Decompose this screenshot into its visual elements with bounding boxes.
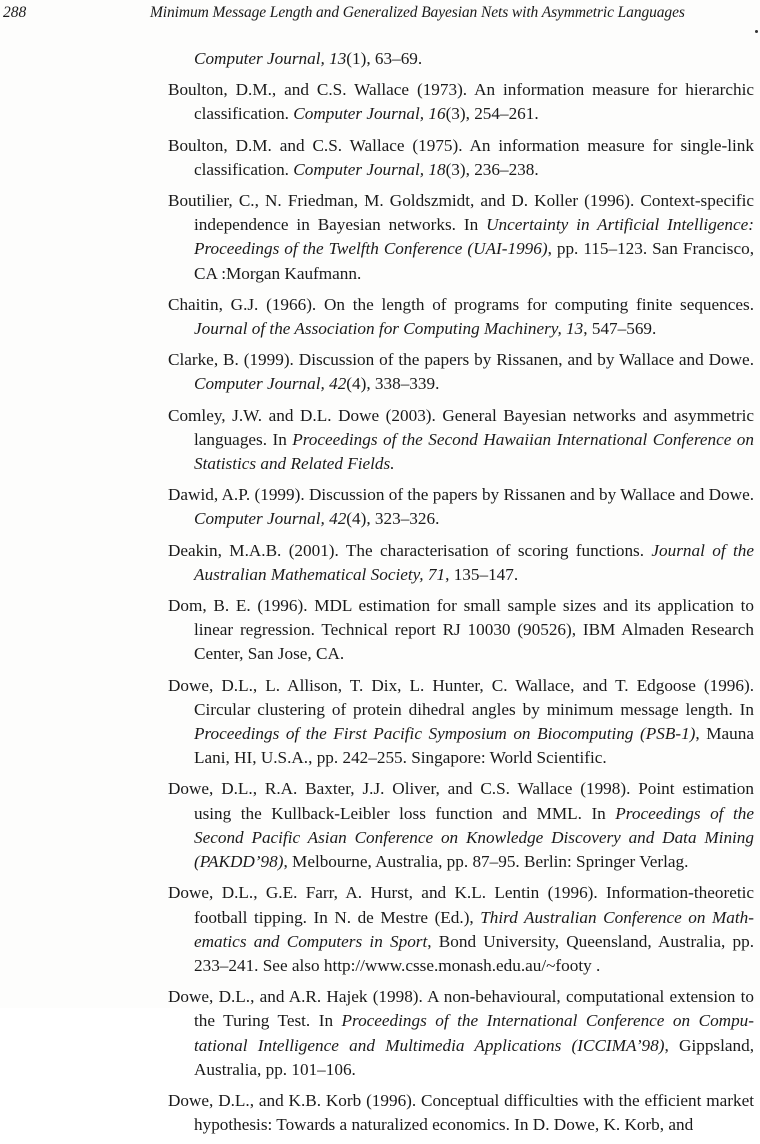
reference-text: , Melbourne, Australia, pp. 87–95. Berlin: Springer Verlag. (283, 852, 689, 872)
page-number: 288 (3, 4, 27, 21)
reference-text: Boulton, D.M., and C.S. Wallace (1973). An information measure for hierarchic classification. (168, 80, 754, 124)
reference-text: (3), 254–261. (445, 104, 539, 124)
reference-text: Dowe, D.L., and K.B. Korb (1996). Conceptual difficulties with the efficient market hypothesis: Towards a naturalized economics. In D. Dowe, K. Korb, and (168, 1090, 754, 1135)
reference-text: (4), 323–326. (346, 509, 440, 529)
reference-text: , 547–569. (583, 319, 657, 339)
reference-text: Chaitin, G.J. (1966). On the length of programs for computing finite sequences. (168, 294, 754, 314)
running-title: Minimum Message Length and Generalized Bayesian Nets with Asymmetric Languages (150, 4, 685, 21)
reference-entry (168, 1089, 754, 1137)
reference-entry (168, 348, 754, 396)
reference-list (168, 47, 754, 1144)
reference-italic-text: Computer Journal, 18 (293, 159, 446, 179)
reference-text: Dowe, D.L., R.A. Baxter, J.J. Oliver, and C.S. Wallace (1998). Point estimation using the Kullback-Leibler loss function and MML. In (168, 779, 754, 823)
print-speck (755, 30, 758, 33)
running-head (0, 2, 760, 24)
reference-text: , 135–147. (445, 564, 519, 584)
reference-text: Deakin, M.A.B. (2001). The characterisation of scoring functions. (168, 540, 652, 560)
reference-italic-text: Proceedings of the First Pacific Symposium on Biocomputing (PSB-1) (194, 724, 696, 744)
reference-text: Boulton, D.M. and C.S. Wallace (1975). An information measure for single-link classification. (168, 135, 754, 179)
reference-text: Comley, J.W. and D.L. Dowe (2003). General Bayesian networks and asymmetric languages. In (168, 405, 754, 449)
reference-text: Dom, B. E. (1996). MDL estimation for small sample sizes and its application to linear regression. Technical report RJ 10030 (90526), IBM Almaden Research Center, San Jose, CA. (168, 596, 754, 664)
reference-italic-text: Computer Journal, 13 (194, 49, 347, 68)
reference-italic-text: Computer Journal, 16 (293, 104, 446, 124)
reference-entry (168, 134, 754, 182)
reference-text: (4), 338–339. (346, 374, 440, 394)
reference-text: , Gippsland, Australia, pp. 101–106. (194, 1035, 755, 1079)
reference-entry (168, 777, 754, 874)
reference-italic-text: Proceedings of the Second Hawaiian International Conference on Statistics and Related Fields. (194, 429, 754, 474)
reference-text: , Mauna Lani, HI, U.S.A., pp. 242–255. Singapore: World Scientific. (194, 724, 754, 768)
reference-entry (168, 881, 754, 978)
reference-italic-text: Computer Journal, 42 (194, 374, 347, 394)
reference-text: (1), 63–69. (346, 49, 423, 68)
reference-entry (168, 78, 754, 126)
reference-text: Dowe, D.L., L. Allison, T. Dix, L. Hunter, C. Wallace, and T. Edgoose (1996). Circular clustering of protein dihedral angles by minimum message length. In (168, 675, 754, 719)
reference-text: , Bond University, Queensland, Australia, pp. 233–241. See also http://www.csse.monash.edu.au/~footy . (194, 931, 754, 975)
reference-italic-text: Computer Journal, 42 (194, 509, 347, 529)
reference-text: Clarke, B. (1999). Discussion of the papers by Rissanen, and by Wallace and Dowe. (168, 350, 754, 370)
reference-entry-continuation (168, 47, 754, 71)
reference-entry (168, 594, 754, 667)
reference-italic-text: Proceedings of the International Conference on Computational Intelligence and Multimedia Applications (ICCIMA’98) (194, 1011, 754, 1055)
reference-entry (168, 539, 754, 587)
reference-italic-text: Uncertainty in Artificial Intelligence: Proceedings of the Twelfth Conference (UAI-1996) (194, 215, 754, 259)
reference-italic-text: Proceedings of the Second Pacific Asian Conference on Knowledge Discovery and Data Mining (PAKDD’98) (194, 803, 754, 872)
reference-italic-text: Journal of the Association for Computing Machinery, 13 (194, 319, 584, 339)
reference-entry (168, 483, 754, 531)
reference-entry (168, 404, 754, 477)
reference-italic-text: Journal of the Australian Mathematical Society, 71 (194, 540, 754, 584)
reference-text: Dowe, D.L., and A.R. Hajek (1998). A non-behavioural, computational extension to the Turing Test. In (168, 987, 754, 1031)
reference-entry (168, 293, 754, 341)
reference-text: Dawid, A.P. (1999). Discussion of the papers by Rissanen and by Wallace and Dowe. (168, 485, 754, 505)
reference-italic-text: Third Australian Conference on Mathematics and Computers in Sport (194, 907, 754, 951)
reference-text: Boutilier, C., N. Friedman, M. Goldszmidt, and D. Koller (1996). Context-specific independence in Bayesian networks. In (168, 191, 754, 235)
reference-text: , pp. 115–123. San Francisco, CA :Morgan Kaufmann. (194, 239, 754, 283)
reference-entry (168, 985, 754, 1082)
reference-entry (168, 189, 754, 286)
reference-entry (168, 674, 754, 771)
reference-text: Dowe, D.L., G.E. Farr, A. Hurst, and K.L. Lentin (1996). Information-theoretic football tipping. In N. de Mestre (Ed.), (168, 883, 754, 927)
reference-text: (3), 236–238. (445, 159, 539, 179)
